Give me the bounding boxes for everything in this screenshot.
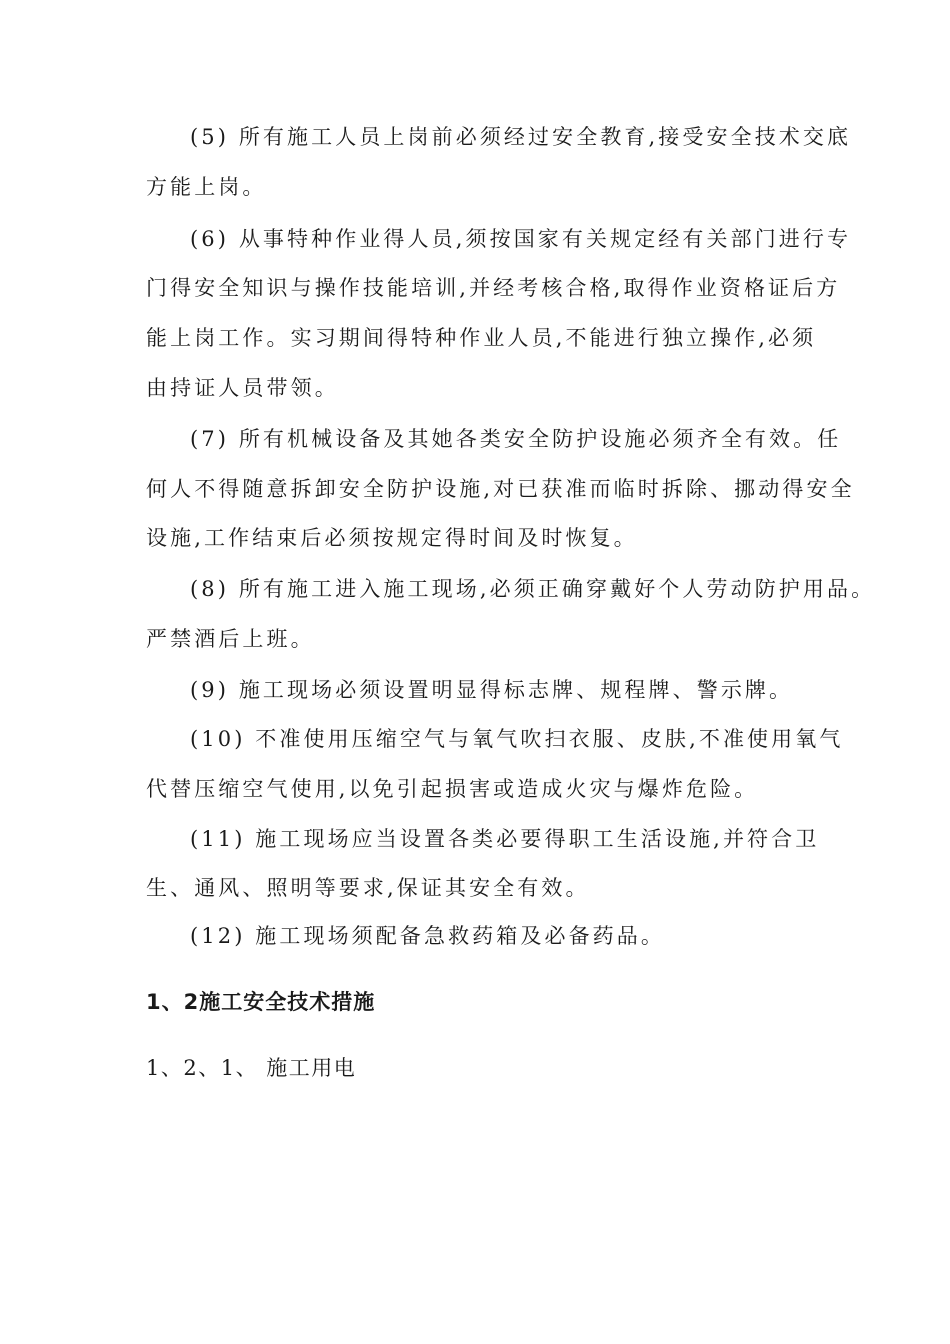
paragraph-9-line-1: (9) 施工现场必须设置明显得标志牌、规程牌、警示牌。	[190, 678, 794, 702]
section-heading: 1、2施工安全技术措施	[146, 990, 376, 1014]
paragraph-8-line-1: (8) 所有施工进入施工现场,必须正确穿戴好个人劳动防护用品。	[190, 577, 876, 601]
paragraph-10-line-2: 代替压缩空气使用,以免引起损害或造成火灾与爆炸危险。	[146, 777, 759, 801]
paragraph-7-line-2: 何人不得随意拆卸安全防护设施,对已获准而临时拆除、挪动得安全	[146, 477, 855, 501]
paragraph-6-line-2: 门得安全知识与操作技能培训,并经考核合格,取得作业资格证后方	[146, 276, 841, 300]
paragraph-7-line-3: 设施,工作结束后必须按规定得时间及时恢复。	[146, 526, 638, 550]
paragraph-12-line-1: (12) 施工现场须配备急救药箱及必备药品。	[190, 924, 665, 948]
paragraph-6-line-3: 能上岗工作。实习期间得特种作业人员,不能进行独立操作,必须	[146, 326, 817, 350]
paragraph-6-line-1: (6) 从事特种作业得人员,须按国家有关规定经有关部门进行专	[190, 227, 852, 251]
paragraph-6-line-4: 由持证人员带领。	[146, 376, 339, 400]
paragraph-11-line-1: (11) 施工现场应当设置各类必要得职工生活设施,并符合卫	[190, 827, 820, 851]
subsection-heading: 1、2、1、 施工用电	[146, 1056, 357, 1080]
paragraph-11-line-2: 生、通风、照明等要求,保证其安全有效。	[146, 876, 590, 900]
paragraph-10-line-1: (10) 不准使用压缩空气与氧气吹扫衣服、皮肤,不准使用氧气	[190, 727, 844, 751]
paragraph-5-line-1: (5) 所有施工人员上岗前必须经过安全教育,接受安全技术交底	[190, 125, 852, 149]
paragraph-5-line-2: 方能上岗。	[146, 175, 267, 199]
paragraph-7-line-1: (7) 所有机械设备及其她各类安全防护设施必须齐全有效。任	[190, 427, 842, 451]
paragraph-8-line-2: 严禁酒后上班。	[146, 627, 315, 651]
